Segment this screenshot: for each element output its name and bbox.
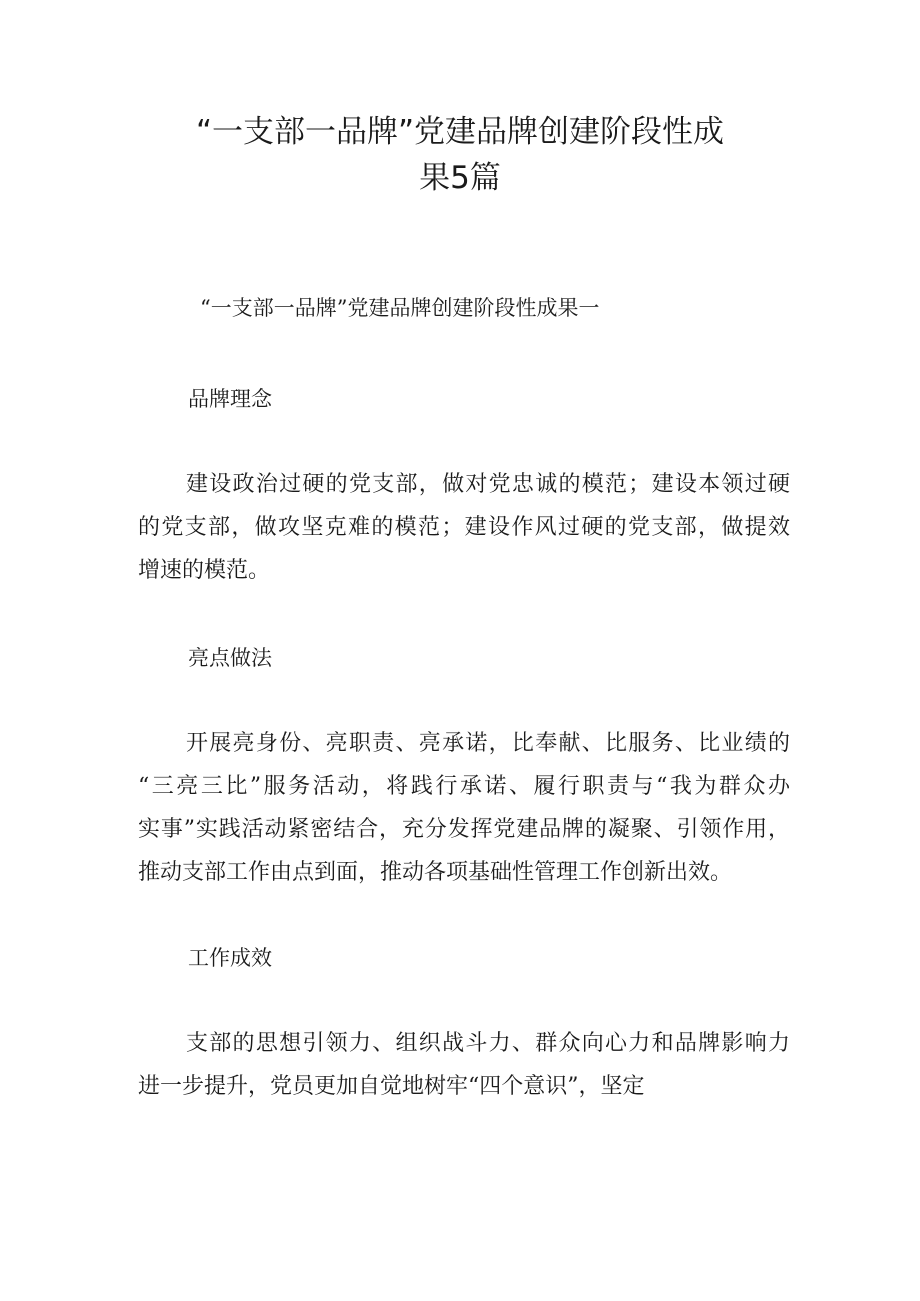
- section-paragraph-highlights: [138, 722, 790, 894]
- section-heading-highlights: 亮点做法: [188, 646, 272, 670]
- paragraph-line: 开展亮身份、亮职责、亮承诺，比奉献、比服务、比业绩的: [186, 731, 790, 756]
- paragraph-line: 增速的模范。: [138, 558, 271, 583]
- article-subtitle: “一支部一品牌”党建品牌创建阶段性成果一: [200, 296, 600, 320]
- paragraph-line: 推动支部工作由点到面，推动各项基础性管理工作创新出效。: [138, 860, 733, 885]
- paragraph-line: 支部的思想引领力、组织战斗力、群众向心力和品牌影响力: [186, 1031, 790, 1056]
- section-heading-brand-concept: 品牌理念: [188, 387, 272, 411]
- document-title-line-2: 果5篇: [419, 160, 501, 196]
- paragraph-line: “三亮三比”服务活动，将践行承诺、履行职责与“我为群众办: [138, 774, 790, 799]
- section-paragraph-results: [138, 1022, 790, 1108]
- paragraph-line: 实事”实践活动紧密结合，充分发挥党建品牌的凝聚、引领作用，: [138, 817, 790, 842]
- paragraph-line: 进一步提升，党员更加自觉地树牢“四个意识”，坚定: [138, 1074, 645, 1099]
- document-title-line-1: “一支部一品牌”党建品牌创建阶段性成: [195, 114, 725, 150]
- paragraph-line: 建设政治过硬的党支部，做对党忠诚的模范；建设本领过硬: [186, 472, 790, 497]
- paragraph-line: 的党支部，做攻坚克难的模范；建设作风过硬的党支部，做提效: [138, 515, 790, 540]
- section-heading-results: 工作成效: [188, 946, 272, 970]
- section-paragraph-brand-concept: [138, 463, 790, 592]
